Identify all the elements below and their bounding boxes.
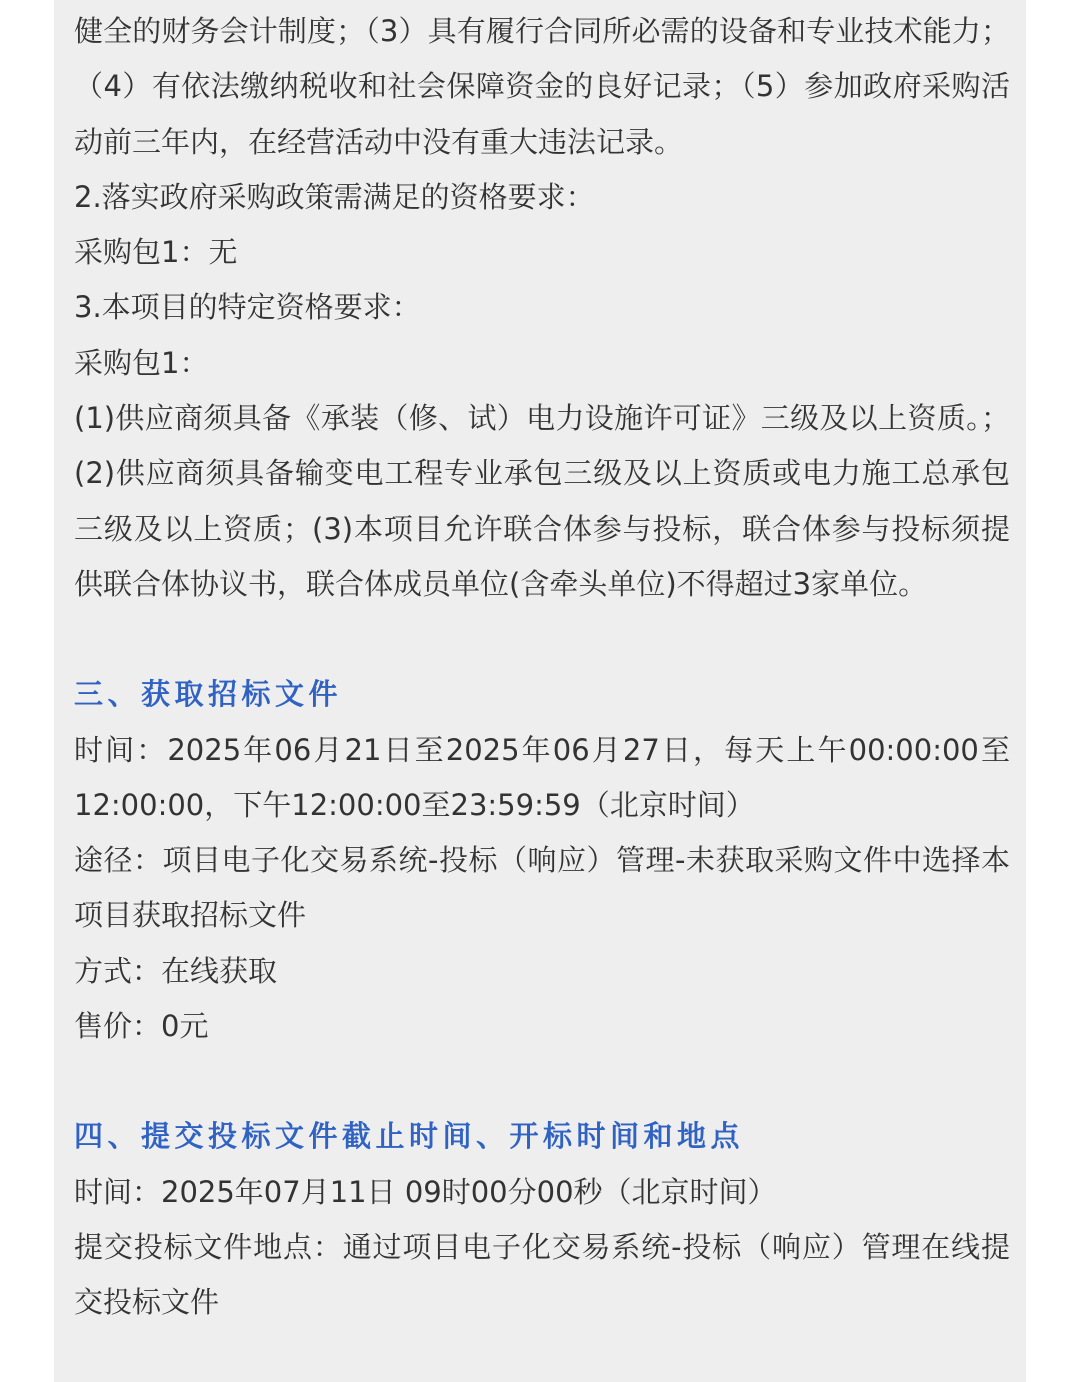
section-heading-get-documents: 三、获取招标文件 <box>74 677 343 712</box>
section-spacer <box>74 612 1010 667</box>
specific-requirement-heading: 3.本项目的特定资格要求： <box>74 290 421 325</box>
section-spacer <box>74 1054 1010 1109</box>
article-body <box>74 4 1010 1331</box>
policy-requirement-heading: 2.落实政府采购政策需满足的资格要求： <box>74 179 595 214</box>
get-documents-price: 售价：0元 <box>74 1009 209 1044</box>
get-documents-method: 方式：在线获取 <box>74 953 278 988</box>
document-page <box>54 0 1026 1382</box>
specific-requirement-package: 采购包1： <box>74 345 209 380</box>
section-heading-submission-deadline: 四、提交投标文件截止时间、开标时间和地点 <box>74 1119 745 1154</box>
get-documents-route: 途径：项目电子化交易系统-投标（响应）管理-未获取采购文件中选择本项目获取招标文件 <box>74 843 1010 933</box>
qualification-general-text: 健全的财务会计制度；（3）具有履行合同所必需的设备和专业技术能力；（4）有依法缴纳税收和社会保障资金的良好记录；（5）参加政府采购活动前三年内，在经营活动中没有重大违法记录。 <box>74 14 1010 159</box>
submission-time: 时间：2025年07月11日 09时00分00秒（北京时间） <box>74 1174 777 1209</box>
submission-location: 提交投标文件地点：通过项目电子化交易系统-投标（响应）管理在线提交投标文件 <box>74 1229 1010 1320</box>
get-documents-time: 时间：2025年06月21日至2025年06月27日，每天上午00:00:00至12:00:00，下午12:00:00至23:59:59（北京时间） <box>74 732 1010 822</box>
policy-requirement-package: 采购包1：无 <box>74 235 238 270</box>
specific-requirement-text: (1)供应商须具备《承装（修、试）电力设施许可证》三级及以上资质。；(2)供应商须具备输变电工程专业承包三级及以上资质或电力施工总承包三级及以上资质；(3)本项目允许联合体参与投标，联合体参与投标须提供联合体协议书，联合体成员单位(含牵头单位)不得超过3家单位。 <box>74 401 1010 601</box>
